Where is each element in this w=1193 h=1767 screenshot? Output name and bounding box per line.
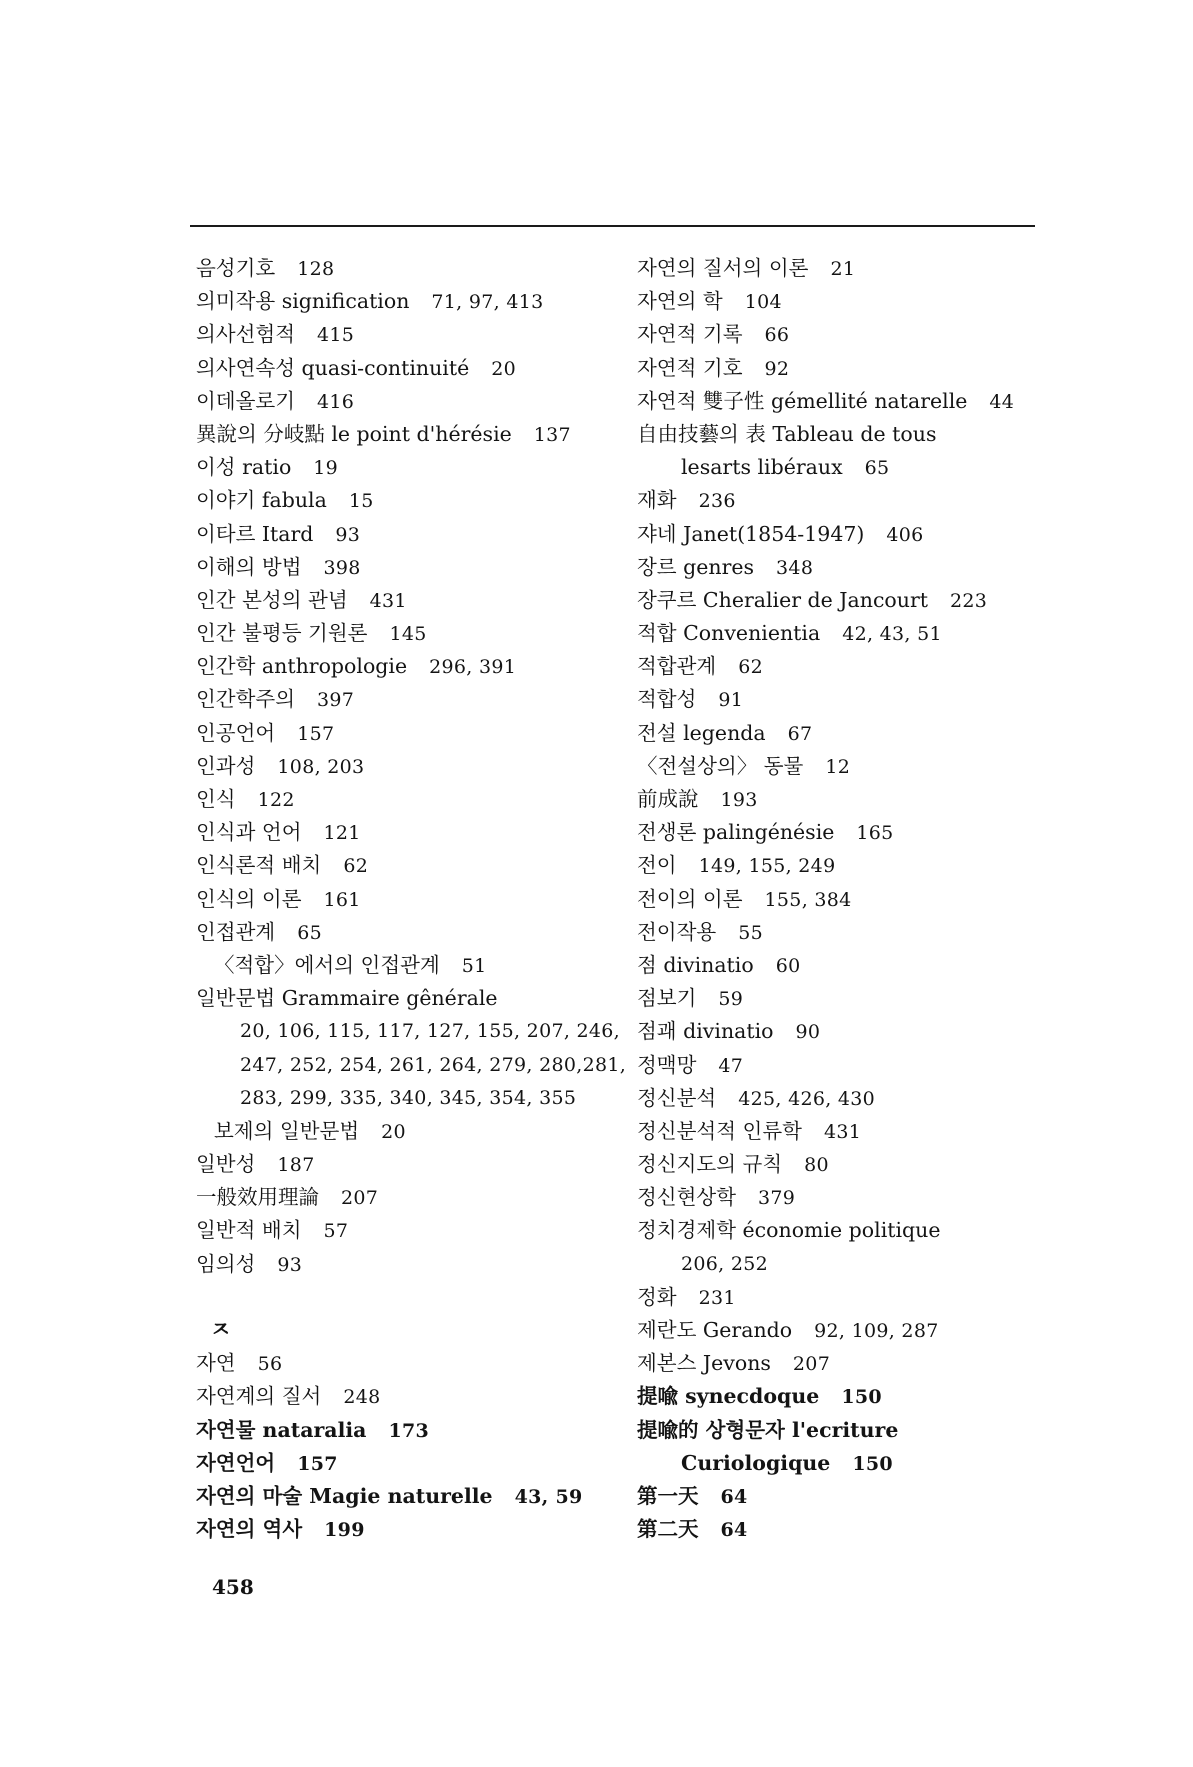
index-pages: 21 — [830, 258, 856, 280]
index-pages: 66 — [764, 324, 790, 347]
index-pages: 15 — [348, 490, 374, 513]
index-entry — [637, 1015, 1057, 1048]
index-term: 인과성 — [196, 753, 256, 778]
index-pages: 93 — [335, 523, 361, 546]
index-term: 일반문법 Grammaire gênérale — [196, 986, 498, 1011]
index-pages-continuation: 247, 252, 254, 261, 264, 279, 280,281, — [240, 1053, 627, 1076]
index-entry — [637, 451, 1057, 484]
index-entry — [196, 849, 616, 882]
index-term: 일반성 — [196, 1152, 256, 1177]
index-entry — [637, 982, 1057, 1015]
index-term: 이야기 fabula — [196, 488, 327, 513]
index-pages: 236 — [698, 490, 736, 513]
index-pages: 193 — [720, 789, 758, 811]
index-term: 정치경제학 économie politique — [637, 1218, 941, 1243]
index-pages: 62 — [343, 855, 369, 878]
index-term: 점 divinatio — [637, 952, 754, 977]
section-letter: ㅈ — [210, 1317, 232, 1343]
index-term: 인간 불평등 기원론 — [196, 621, 368, 646]
index-pages: 64 — [720, 1485, 748, 1508]
index-term: 인간학 anthropologie — [196, 654, 408, 679]
index-entry — [637, 1347, 1057, 1380]
index-entry — [637, 484, 1057, 517]
index-entry — [196, 617, 616, 650]
index-entry — [196, 584, 616, 617]
index-pages: 155, 384 — [764, 888, 852, 911]
index-term: 第一天 — [637, 1483, 699, 1508]
index-term: 인접관계 — [196, 919, 276, 944]
index-term: 적합성 — [637, 687, 697, 712]
index-subentry — [196, 949, 616, 982]
index-term: 정화 — [637, 1284, 677, 1309]
index-entry — [637, 1115, 1057, 1148]
index-entry — [637, 1513, 1057, 1546]
index-term: 적합 Convenientia — [637, 621, 821, 646]
index-term: 의사연속성 quasi-continuité — [196, 355, 470, 380]
index-term: 점보기 — [637, 986, 697, 1011]
index-entry — [637, 949, 1057, 982]
index-pages: 71, 97, 413 — [431, 291, 544, 314]
index-entry — [637, 783, 1057, 816]
index-entry — [196, 816, 616, 849]
index-pages: 57 — [323, 1220, 349, 1243]
index-term: 일반적 배치 — [196, 1218, 302, 1243]
index-term: 정신지도의 규칙 — [637, 1152, 783, 1177]
index-pages: 223 — [950, 589, 988, 612]
index-term: 자연의 질서의 이론 — [637, 256, 809, 280]
index-entry — [196, 551, 616, 584]
index-entry — [637, 418, 1057, 451]
index-term: 이해의 방법 — [196, 554, 302, 579]
index-entry — [196, 683, 616, 716]
index-pages: 398 — [323, 556, 361, 579]
index-entry — [196, 1380, 616, 1413]
index-pages: 425, 426, 430 — [738, 1087, 876, 1110]
index-term: 異說의 分岐點 le point d'hérésie — [196, 421, 512, 446]
index-term: 적합관계 — [637, 654, 717, 679]
index-pages-continuation: 283, 299, 335, 340, 345, 354, 355 — [240, 1086, 577, 1109]
index-term: 전이의 이론 — [637, 886, 743, 911]
index-pages: 150 — [852, 1452, 893, 1475]
index-entry — [637, 1447, 1057, 1480]
index-pages: 128 — [297, 258, 335, 280]
index-pages: 415 — [317, 324, 355, 347]
index-pages: 62 — [738, 656, 763, 679]
index-pages: 296, 391 — [429, 656, 517, 679]
index-pages: 64 — [720, 1519, 748, 1542]
index-entry — [196, 1214, 616, 1247]
index-pages: 248 — [343, 1386, 381, 1409]
index-entry — [196, 1181, 616, 1214]
index-term: 이성 ratio — [196, 455, 292, 480]
index-term: 자연 — [196, 1351, 236, 1376]
index-pages: 20 — [381, 1120, 406, 1143]
index-entry — [196, 285, 616, 318]
index-pages: 416 — [317, 390, 355, 413]
index-pages-continuation: 20, 106, 115, 117, 127, 155, 207, 246, — [240, 1020, 621, 1043]
index-term: 인공언어 — [196, 720, 276, 745]
header-rule — [190, 225, 1035, 227]
index-column-left — [196, 252, 627, 1546]
index-pages: 207 — [341, 1187, 379, 1210]
index-column-right — [637, 252, 1057, 1546]
index-pages: 149, 155, 249 — [698, 855, 836, 878]
index-term: 정신분석적 인류학 — [637, 1118, 802, 1143]
index-term: 自由技藝의 表 Tableau de tous — [637, 421, 937, 446]
page-number: 458 — [212, 1575, 254, 1599]
index-entry — [637, 385, 1057, 418]
index-term: 〈적합〉에서의 인접관계 — [214, 952, 440, 977]
index-entry — [637, 1148, 1057, 1181]
index-pages: 65 — [297, 921, 322, 944]
index-term: 前成說 — [637, 787, 699, 811]
index-pages: 173 — [388, 1419, 429, 1442]
index-pages: 91 — [718, 689, 744, 712]
index-pages: 431 — [823, 1120, 862, 1143]
index-entry — [637, 650, 1057, 683]
index-pages: 431 — [369, 589, 407, 612]
index-term: 자연계의 질서 — [196, 1384, 322, 1409]
spacer — [196, 1281, 616, 1314]
index-entry — [637, 1480, 1057, 1513]
index-pages: 165 — [856, 822, 894, 845]
index-term: 第二天 — [637, 1517, 699, 1542]
index-term: 인식의 이론 — [196, 886, 302, 911]
index-term: 자연적 기록 — [637, 322, 743, 347]
index-entry — [196, 318, 616, 351]
index-entry — [637, 617, 1057, 650]
index-entry — [196, 916, 616, 949]
index-term: 자연의 역사 — [196, 1517, 303, 1542]
index-entry — [196, 982, 616, 1015]
index-term: 장르 genres — [637, 554, 755, 579]
index-term: 전이작용 — [637, 919, 717, 944]
index-pages: 59 — [718, 988, 744, 1011]
index-term: 인식론적 배치 — [196, 853, 322, 878]
index-term: 제란도 Gerando — [637, 1318, 793, 1342]
index-entry — [196, 1513, 616, 1546]
index-pages: 187 — [277, 1154, 315, 1177]
index-pages: 65 — [864, 457, 890, 480]
index-entry — [637, 518, 1057, 551]
index-pages: 42, 43, 51 — [842, 623, 942, 646]
index-term: 의미작용 signification — [196, 289, 410, 314]
index-term: 장쿠르 Cheralier de Jancourt — [637, 587, 929, 612]
index-term: 제본스 Jevons — [637, 1351, 771, 1376]
index-term: 자연의 마술 Magie naturelle — [196, 1483, 493, 1508]
index-entry — [637, 1281, 1057, 1314]
index-entry — [637, 252, 1057, 285]
index-pages: 20 — [491, 357, 517, 380]
index-pages: 12 — [825, 755, 851, 778]
index-entry — [637, 916, 1057, 949]
index-term: 임의성 — [196, 1251, 256, 1276]
index-term: 점괘 divinatio — [637, 1019, 774, 1044]
index-term: 보제의 일반문법 — [214, 1118, 360, 1143]
index-pages: 121 — [323, 822, 361, 845]
index-pages: 93 — [277, 1253, 303, 1276]
index-term: 쟈네 Janet(1854-1947) — [637, 521, 865, 546]
index-pages: 406 — [886, 523, 924, 546]
index-entry — [196, 252, 616, 285]
index-entry — [637, 717, 1057, 750]
index-term: Curiologique — [681, 1450, 831, 1475]
index-pages: 157 — [297, 722, 335, 745]
index-entry — [637, 1181, 1057, 1214]
index-entry — [196, 1248, 616, 1281]
index-entry — [637, 1380, 1057, 1413]
index-entry — [196, 883, 616, 916]
index-entry — [196, 1414, 616, 1447]
index-term: 인간 본성의 관념 — [196, 587, 348, 612]
index-entry — [637, 849, 1057, 882]
index-term: 전생론 palingénésie — [637, 820, 835, 845]
index-term: 전설 legenda — [637, 720, 766, 745]
index-entry — [637, 318, 1057, 351]
index-term: 음성기호 — [196, 256, 276, 280]
index-entry — [637, 883, 1057, 916]
index-entry — [637, 750, 1057, 783]
index-pages: 60 — [775, 954, 801, 977]
index-term: 정맥망 — [637, 1052, 697, 1077]
index-entry — [196, 352, 616, 385]
index-term: 정신현상학 — [637, 1185, 737, 1210]
index-pages: 92 — [764, 357, 790, 380]
index-term: 인간학주의 — [196, 687, 296, 712]
index-entry — [196, 750, 616, 783]
index-pages: 348 — [776, 556, 814, 579]
index-term: 이타르 Itard — [196, 521, 314, 546]
index-term: 이데올로기 — [196, 388, 296, 413]
index-pages: 157 — [297, 1452, 338, 1475]
index-term: 의사선험적 — [196, 322, 296, 347]
index-pages: 379 — [758, 1187, 796, 1210]
index-entry — [637, 683, 1057, 716]
index-pages: 47 — [718, 1054, 744, 1077]
index-term: 一般效用理論 — [196, 1185, 319, 1210]
index-subentry — [196, 1115, 616, 1148]
index-term: 提喩 synecdoque — [637, 1384, 820, 1409]
index-pages: 161 — [323, 888, 361, 911]
index-entry — [196, 717, 616, 750]
index-pages: 44 — [989, 390, 1015, 413]
index-entry — [637, 816, 1057, 849]
index-pages: 231 — [698, 1286, 736, 1309]
index-pages: 51 — [461, 954, 487, 977]
index-term: 자연언어 — [196, 1450, 276, 1475]
index-term: 자연적 기호 — [637, 355, 743, 380]
index-entry — [637, 352, 1057, 385]
index-term: lesarts libéraux — [681, 455, 843, 480]
index-entry — [196, 1347, 616, 1380]
index-entry — [637, 1414, 1057, 1447]
index-pages: 137 — [533, 423, 571, 446]
index-pages: 56 — [257, 1353, 283, 1376]
index-pages: 92, 109, 287 — [814, 1320, 939, 1342]
index-term: 자연의 학 — [637, 289, 723, 314]
index-entry — [196, 418, 616, 451]
index-entry — [196, 484, 616, 517]
index-pages: 104 — [744, 291, 782, 314]
index-pages: 90 — [795, 1021, 821, 1044]
index-term: 인식 — [196, 787, 236, 811]
index-entry — [196, 385, 616, 418]
index-pages: 108, 203 — [277, 755, 365, 778]
index-entry — [196, 451, 616, 484]
index-term: 전이 — [637, 853, 677, 878]
index-pages: 207 — [792, 1353, 831, 1376]
index-term: 자연물 nataralia — [196, 1417, 367, 1442]
index-pages: 55 — [738, 921, 763, 944]
index-entry — [196, 1148, 616, 1181]
index-term: 정신분석 — [637, 1085, 717, 1110]
index-entry — [196, 783, 616, 816]
index-term: 자연적 雙子性 gémellité natarelle — [637, 388, 968, 413]
index-pages-continuation: 206, 252 — [681, 1252, 769, 1275]
index-entry — [637, 1214, 1057, 1247]
index-pages: 43, 59 — [514, 1485, 583, 1508]
index-pages: 397 — [317, 689, 355, 712]
index-entry — [196, 1480, 616, 1513]
index-pages: 67 — [787, 722, 813, 745]
index-entry — [196, 650, 616, 683]
index-pages: 19 — [313, 457, 339, 480]
index-term: 인식과 언어 — [196, 820, 302, 845]
index-entry — [637, 551, 1057, 584]
index-pages: 80 — [804, 1154, 829, 1177]
index-pages: 199 — [324, 1519, 365, 1542]
index-pages: 150 — [841, 1386, 882, 1409]
index-entry — [637, 1049, 1057, 1082]
index-term: 〈전설상의〉 동물 — [637, 753, 804, 778]
index-entry — [637, 1082, 1057, 1115]
index-entry — [637, 1314, 1057, 1347]
index-pages: 122 — [257, 789, 295, 811]
index-entry — [637, 584, 1057, 617]
index-pages: 145 — [389, 623, 427, 646]
index-entry — [637, 285, 1057, 318]
index-entry — [196, 1447, 616, 1480]
index-entry — [196, 518, 616, 551]
index-term: 재화 — [637, 488, 677, 513]
index-term: 提喩的 상형문자 l'ecriture — [637, 1417, 899, 1442]
